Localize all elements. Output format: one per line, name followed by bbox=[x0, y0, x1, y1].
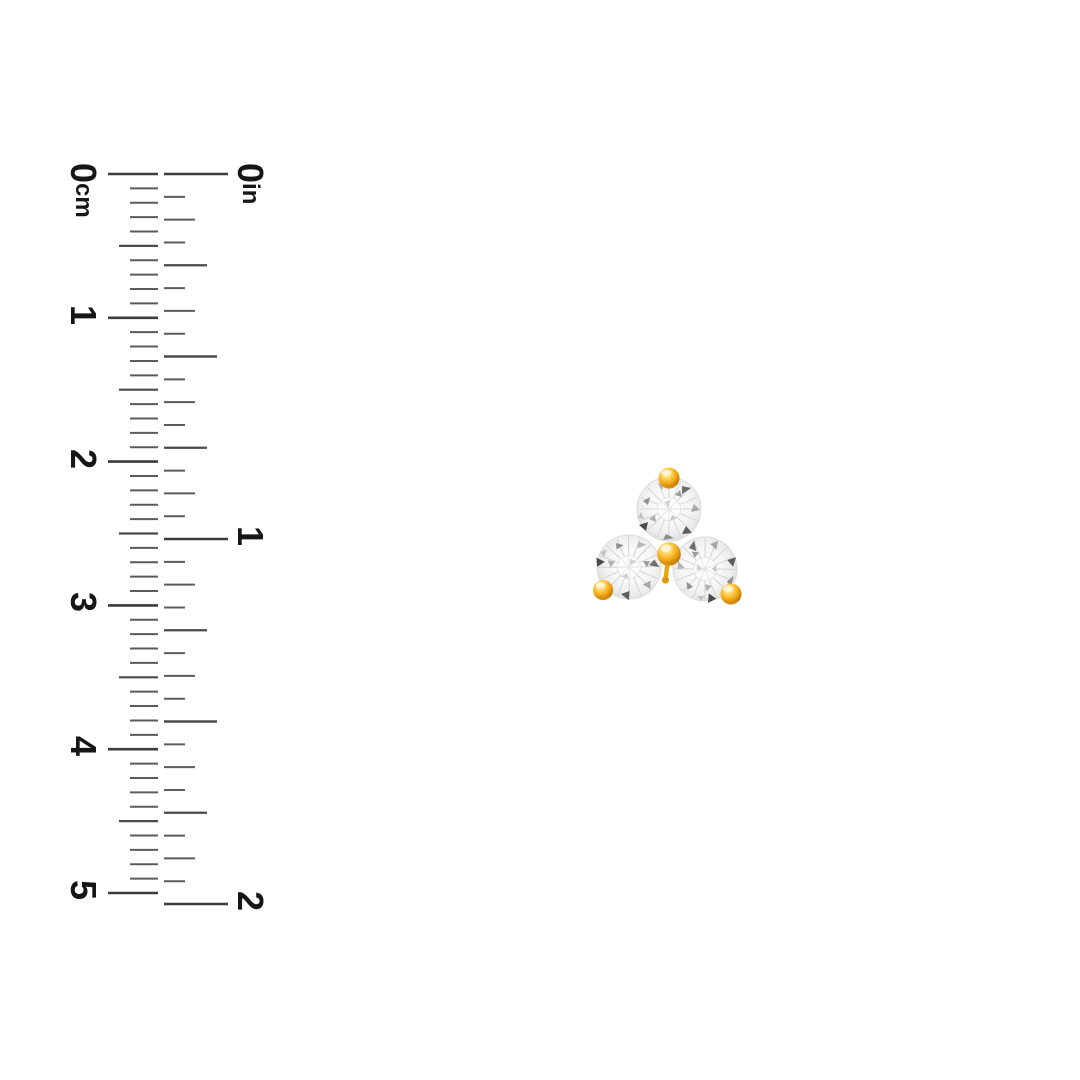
cm-label-3 bbox=[60, 592, 106, 612]
cm-label-4 bbox=[60, 736, 106, 756]
cm-number: 3 bbox=[63, 592, 104, 613]
earring-image bbox=[578, 451, 763, 626]
gold-bead-prong-bottom-right bbox=[721, 584, 742, 605]
gold-bead-prong-bottom-left bbox=[593, 580, 613, 600]
inch-label-2 bbox=[227, 891, 273, 911]
inch-number: 0 bbox=[230, 163, 271, 184]
cm-label-5 bbox=[60, 880, 106, 900]
cm-label-2 bbox=[60, 449, 106, 469]
gold-bead-prong-center bbox=[657, 542, 681, 566]
cm-number: 4 bbox=[63, 736, 104, 757]
inch-label-1 bbox=[227, 526, 273, 546]
inch-label-0 bbox=[227, 163, 273, 204]
inch-number: 1 bbox=[230, 526, 271, 547]
gold-bead-prong-top bbox=[659, 468, 680, 489]
cm-number: 2 bbox=[63, 448, 104, 469]
inch-unit-label: in bbox=[237, 183, 264, 205]
gold-wire-tip bbox=[662, 576, 669, 583]
cm-number: 5 bbox=[63, 880, 104, 901]
cm-unit-label: cm bbox=[70, 183, 97, 218]
cm-label-1 bbox=[60, 305, 106, 325]
cm-label-0 bbox=[60, 163, 106, 218]
cm-number: 0 bbox=[63, 163, 104, 184]
ruler-ticks-icon bbox=[0, 0, 300, 950]
inch-number: 2 bbox=[230, 891, 271, 912]
cm-number: 1 bbox=[63, 304, 104, 325]
